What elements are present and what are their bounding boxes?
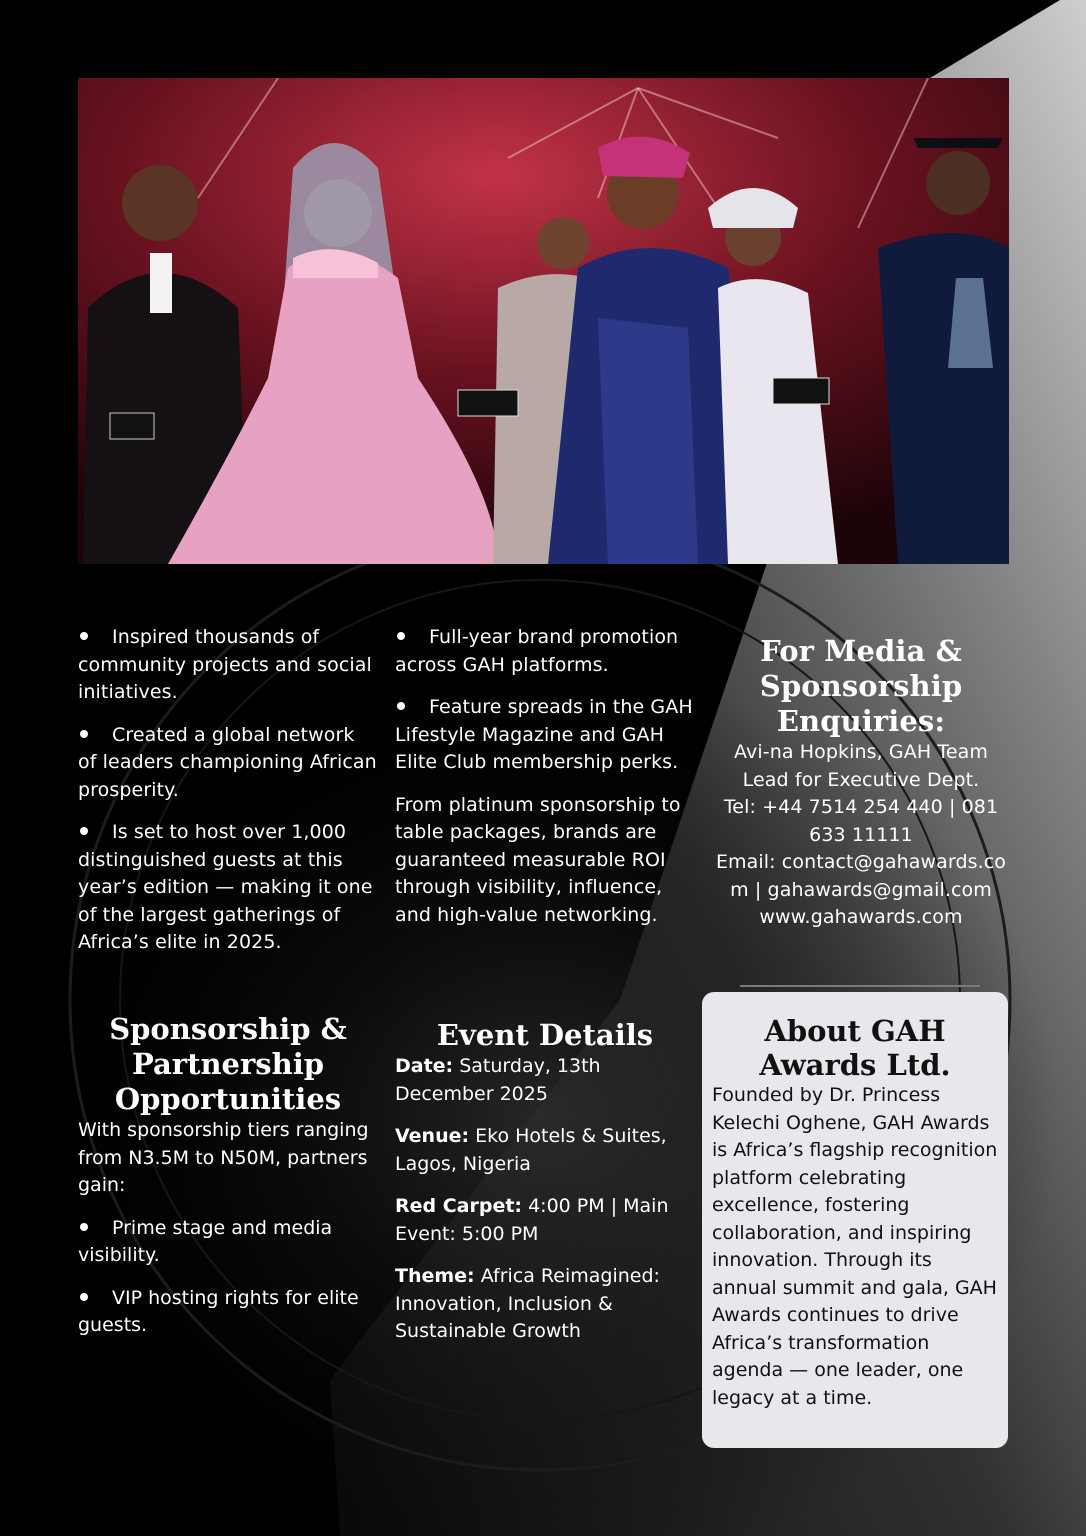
bullet-icon <box>80 730 88 738</box>
sponsorship-section <box>78 1012 378 1355</box>
contact-name: Avi-na Hopkins, GAH Team Lead for Executive Dept. <box>734 741 988 791</box>
list-item: Full-year brand promotion across GAH platforms. <box>395 626 679 676</box>
event-theme: Theme: Africa Reimagined: Innovation, Inclusion & Sustainable Growth <box>395 1265 660 1342</box>
bullet-icon <box>80 827 88 835</box>
benefits-paragraph: From platinum sponsorship to table packages, brands are guaranteed measurable ROI through visibility, influence, and high-value networking. <box>395 793 681 926</box>
about-card <box>702 992 1008 1448</box>
award-ceremony-photo <box>78 78 1009 564</box>
divider <box>740 985 980 987</box>
media-heading: For Media & Sponsorship Enquiries: <box>759 634 963 738</box>
benefits-column <box>395 624 695 944</box>
bullet-icon <box>397 632 405 640</box>
event-date: Date: Saturday, 13th December 2025 <box>395 1055 601 1105</box>
achievements-column <box>78 624 378 972</box>
about-heading: About GAH Awards Ltd. <box>759 1014 951 1082</box>
bullet-icon <box>80 1293 88 1301</box>
list-item: Inspired thousands of community projects and social initiatives. <box>78 626 372 703</box>
bullet-icon <box>80 1223 88 1231</box>
media-enquiries <box>712 634 1010 932</box>
sponsorship-intro: With sponsorship tiers ranging from N3.5M to N50M, partners gain: <box>78 1119 369 1196</box>
bullet-icon <box>80 632 88 640</box>
list-item: Created a global network of leaders championing African prosperity. <box>78 723 377 801</box>
event-venue: Venue: Eko Hotels & Suites, Lagos, Nigeria <box>395 1125 667 1175</box>
event-details-section <box>395 1018 695 1361</box>
list-item: VIP hosting rights for elite guests. <box>78 1286 359 1336</box>
list-item: Prime stage and media visibility. <box>78 1216 333 1266</box>
list-item: Feature spreads in the GAH Lifestyle Magazine and GAH Elite Club membership perks. <box>395 696 693 773</box>
bullet-icon <box>397 702 405 710</box>
contact-phone[interactable]: Tel: +44 7514 254 440 | 081 633 11111 <box>723 796 999 846</box>
sponsorship-heading: Sponsorship & Partnership Opportunities <box>109 1012 347 1116</box>
list-item: Is set to host over 1,000 distinguished guests at this year’s edition — making it one of the largest gatherings of Africa’s elite in 2025. <box>78 821 373 953</box>
about-body: Founded by Dr. Princess Kelechi Oghene, GAH Awards is Africa’s flagship recognition platform celebrating excellence, fostering collaboration, and inspiring innovation. Through its annual summit and gala, GAH Awards continues to drive Africa’s transformation agenda — one leader, one legacy at a time. <box>712 1084 998 1409</box>
event-times: Red Carpet: 4:00 PM | Main Event: 5:00 PM <box>395 1195 669 1245</box>
event-heading: Event Details <box>436 1018 654 1052</box>
contact-email[interactable]: Email: contact@gahawards.com | gahawards@gmail.com <box>715 851 1007 901</box>
website-link[interactable]: www.gahawards.com <box>759 906 963 928</box>
